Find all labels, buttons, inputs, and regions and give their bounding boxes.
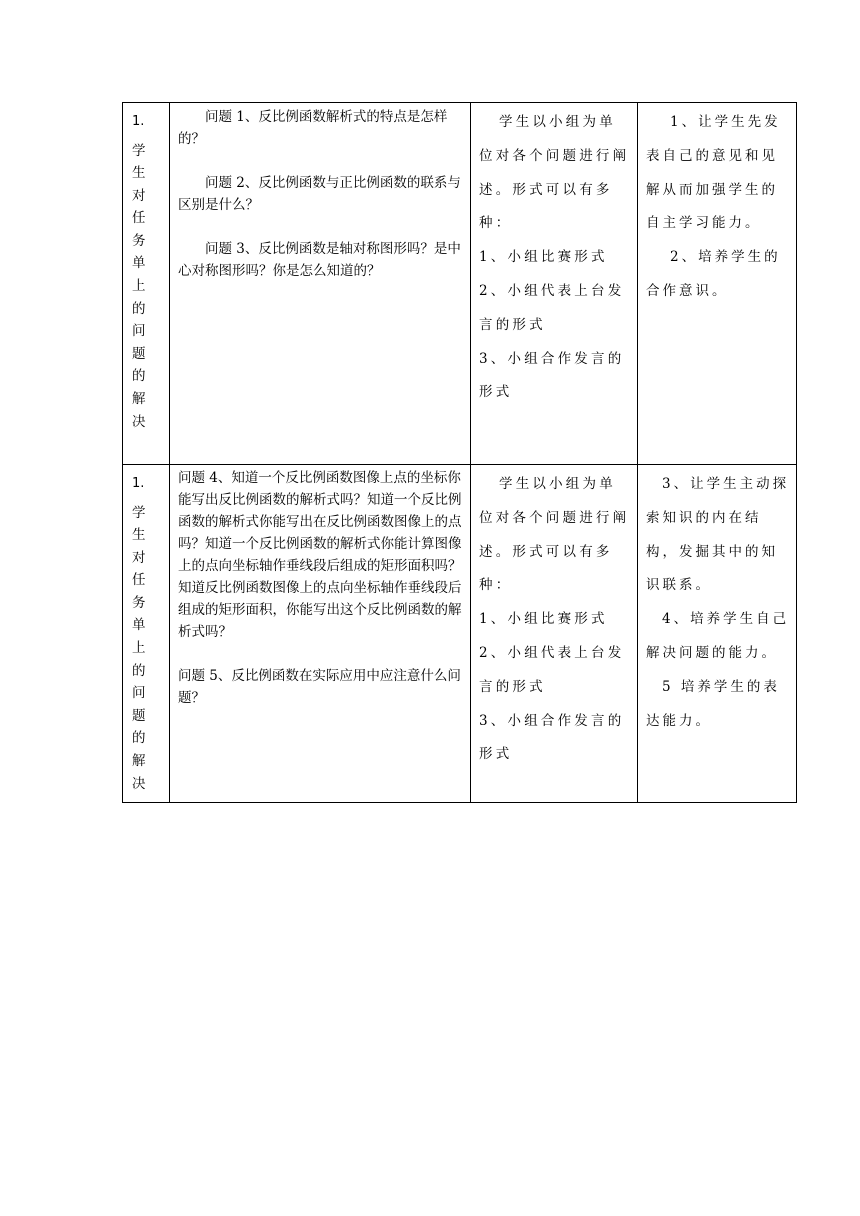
stage-char: 单 — [132, 255, 146, 272]
stage-number: 1. — [132, 114, 145, 129]
stage-char: 对 — [132, 549, 146, 566]
questions-cell — [170, 103, 471, 465]
stage-char: 决 — [132, 413, 146, 430]
stage-char: 问 — [132, 685, 146, 702]
stage-char: 问 — [132, 323, 146, 340]
student-activity-item: 2、小组代表上台发言的形式 — [479, 282, 625, 333]
student-activity-item: 3、小组合作发言的形式 — [479, 350, 625, 401]
stage-char: 对 — [132, 187, 146, 204]
question-text: 问题 5、反比例函数在实际应用中应注意什么问题？ — [178, 668, 461, 706]
stage-char: 上 — [132, 640, 146, 657]
stage-char: 学 — [132, 504, 146, 521]
stage-char: 上 — [132, 278, 146, 295]
question-text: 问题 2、反比例函数与正比例函数的联系与区别是什么？ — [178, 175, 461, 213]
stage-char: 务 — [132, 232, 146, 249]
design-purpose-cell — [638, 465, 797, 803]
question-text: 问题 1、反比例函数解析式的特点是怎样的？ — [178, 109, 448, 147]
stage-char: 务 — [132, 594, 146, 611]
student-activity-cell — [471, 103, 638, 465]
student-activity-item: 2、小组代表上台发言的形式 — [479, 644, 625, 695]
purpose-item: 2、培养学生的合作意识。 — [646, 249, 781, 299]
stage-char: 的 — [132, 368, 146, 385]
stage-char: 题 — [132, 707, 146, 724]
stage-cell — [123, 465, 170, 803]
student-activity-cell — [471, 465, 638, 803]
stage-char: 学 — [132, 142, 146, 159]
purpose-item: 5 培养学生的表达能力。 — [646, 678, 780, 729]
purpose-item: 3、让学生主动探索知识的内在结构，发掘其中的知识联系。 — [646, 476, 790, 594]
stage-char: 题 — [132, 345, 146, 362]
student-activity-intro: 学生以小组为单位对各个问题进行阐述。形式可以有多种： — [479, 476, 630, 594]
stage-char: 决 — [132, 775, 146, 792]
stage-char: 生 — [132, 527, 146, 544]
purpose-item: 1、让学生先发表自己的意见和见解从而加强学生的自主学习能力。 — [646, 114, 781, 232]
purpose-item: 4、培养学生自己解决问题的能力。 — [646, 611, 790, 661]
stage-char: 解 — [132, 391, 146, 408]
question-text: 问题 4、知道一个反比例函数图像上点的坐标你能写出反比例函数的解析式吗？知道一个反比例函数的解析式你能写出在反比例函数图像上的点吗？知道一个反比例函数的解析式你能计算图像上的点向坐标轴作垂线段后组成的矩形面积吗？知道反比例函数图像上的点向坐标轴作垂线段后组成的矩形面积，你能写出这个反比例函数的解析式吗？ — [178, 470, 462, 640]
stage-char: 的 — [132, 300, 146, 317]
student-activity-item: 1、小组比赛形式 — [479, 611, 608, 628]
student-activity-item: 1、小组比赛形式 — [479, 249, 608, 266]
stage-char: 任 — [132, 210, 146, 227]
stage-cell — [123, 103, 170, 465]
questions-cell — [170, 465, 471, 803]
stage-char: 任 — [132, 572, 146, 589]
stage-char: 单 — [132, 617, 146, 634]
stage-char: 的 — [132, 730, 146, 747]
table-row — [123, 465, 797, 803]
stage-char: 生 — [132, 165, 146, 182]
stage-char: 解 — [132, 753, 146, 770]
student-activity-intro: 学生以小组为单位对各个问题进行阐述。形式可以有多种： — [479, 114, 630, 232]
stage-char: 的 — [132, 662, 146, 679]
table-row — [123, 103, 797, 465]
stage-number: 1. — [132, 476, 145, 491]
question-text: 问题 3、反比例函数是轴对称图形吗？是中心对称图形吗？你是怎么知道的？ — [178, 241, 461, 279]
student-activity-item: 3、小组合作发言的形式 — [479, 712, 625, 763]
design-purpose-cell — [638, 103, 797, 465]
lesson-plan-table — [122, 102, 797, 803]
